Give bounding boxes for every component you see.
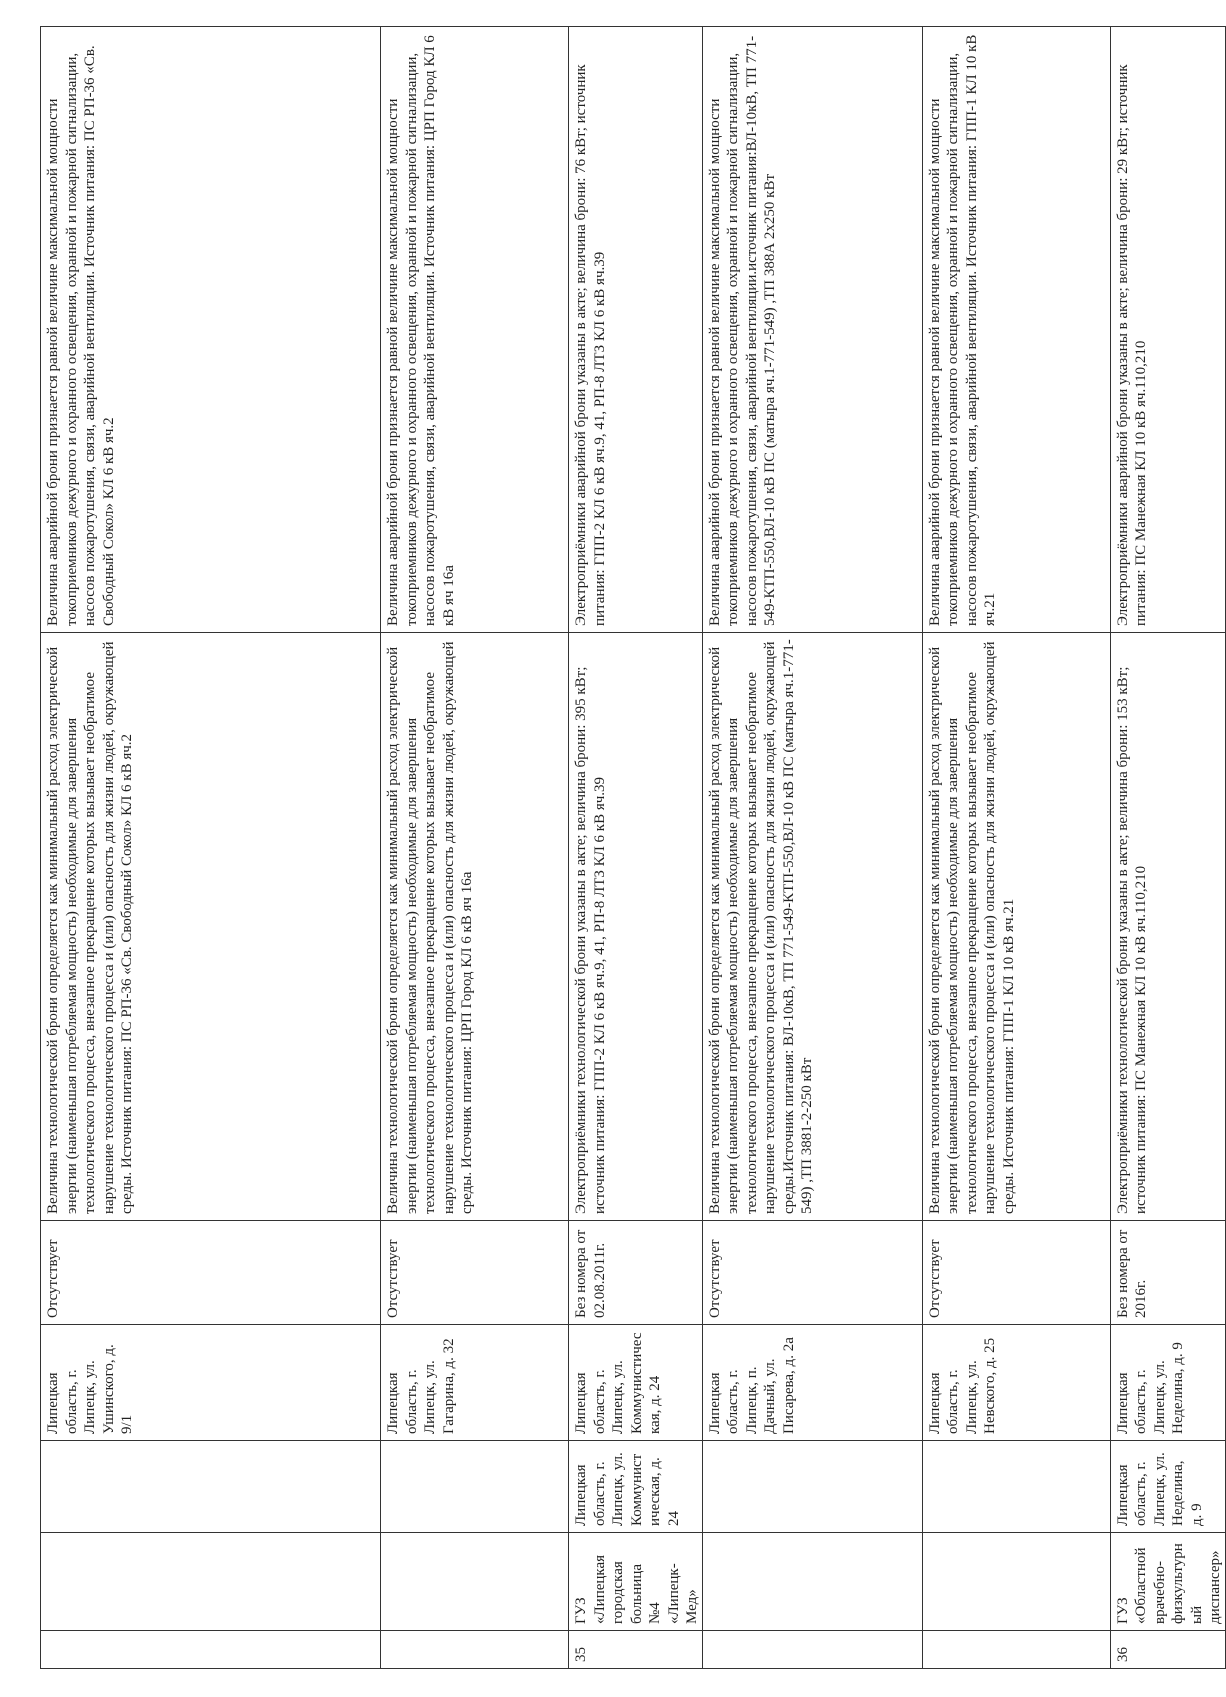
act-cell: Отсутствует — [702, 1221, 922, 1325]
table-row — [702, 27, 922, 1669]
tech-bron-cell: Величина технологической брони определяется как минимальный расход электрической энергии (наименьшая потребляемая мощность) необходимые для завершения технологического процесса, внезапное прекращение которых вызывает необратимое нарушение технологического процесса и (или) опасность для жизни людей, окружающей среды. Источник питания: ЦРП Город КЛ 6 кВ яч 16а — [381, 633, 569, 1221]
object-address-cell: Липецкая область, г. Липецк, п. Дачный, ул. Писарева, д. 2а — [702, 1325, 922, 1441]
tech-bron-cell: Величина технологической брони определяется как минимальный расход электрической энергии (наименьшая потребляемая мощность) необходимые для завершения технологического процесса, внезапное прекращение которых вызывает необратимое нарушение технологического процесса и (или) опасность для жизни людей, окружающей среды. Источник питания: ГПП-1 КЛ 10 кВ яч.21 — [922, 633, 1110, 1221]
org-address-cell — [41, 1441, 381, 1533]
org-address-cell — [922, 1441, 1110, 1533]
avar-bron-cell: Величина аварийной брони признается равной величине максимальной мощности токоприемников дежурного и охранного освещения, охранной и пожарной сигнализации, насосов пожаротушения, связи, аварийной вентиляции. Источник питания: ГПП-1 КЛ 10 кВ яч.21 — [922, 27, 1110, 633]
object-address-cell: Липецкая область, г. Липецк, ул. Коммунистическая, д. 24 — [569, 1325, 703, 1441]
object-address-cell: Липецкая область, г. Липецк, ул. Ушинского, д. 9/1 — [41, 1325, 381, 1441]
object-address-cell: Липецкая область, г. Липецк, ул. Неделина, д. 9 — [1110, 1325, 1225, 1441]
organization-cell — [41, 1533, 381, 1631]
object-address-cell: Липецкая область, г. Липецк, ул. Невского, д. 25 — [922, 1325, 1110, 1441]
organization-cell: ГУЗ «Липецкая городская больница №4 «Липецк-Мед» — [569, 1533, 703, 1631]
org-address-cell: Липецкая область, г. Липецк, ул. Коммунистическая, д. 24 — [569, 1441, 703, 1533]
avar-bron-cell: Электроприёмники аварийной брони указаны в акте; величина брони: 29 кВт; источник питания: ПС Манежная КЛ 10 кВ яч.110,210 — [1110, 27, 1225, 633]
act-cell: Без номера от 2016г. — [1110, 1221, 1225, 1325]
organization-cell: ГУЗ «Областной врачебно-физкультурный диспансер» — [1110, 1533, 1225, 1631]
act-cell: Отсутствует — [41, 1221, 381, 1325]
object-address-cell: Липецкая область, г. Липецк, ул. Гагарина, д. 32 — [381, 1325, 569, 1441]
row-number-cell: 36 — [1110, 1631, 1225, 1669]
avar-bron-cell: Электроприёмники аварийной брони указаны в акте; величина брони: 76 кВт; источник питания: ГПП-2 КЛ 6 кВ яч.9, 41, РП-8 ЛТЗ КЛ 6 кВ яч.39 — [569, 27, 703, 633]
organization-cell — [381, 1533, 569, 1631]
avar-bron-cell: Величина аварийной брони признается равной величине максимальной мощности токоприемников дежурного и охранного освещения, охранной и пожарной сигнализации, насосов пожаротушения, связи, аварийной вентиляции. Источник питания: ПС РП-36 «Св. Свободный Сокол» КЛ 6 кВ яч.2 — [41, 27, 381, 633]
act-cell: Без номера от 02.08.2011г. — [569, 1221, 703, 1325]
avar-bron-cell: Величина аварийной брони признается равной величине максимальной мощности токоприемников дежурного и охранного освещения, охранной и пожарной сигнализации, насосов пожаротушения, связи, аварийной вентиляции.источник питания:ВЛ-10кВ, ТП 771-549-КТП-550,ВЛ-10 кВ ПС (матыра яч.1-771-549) ,ТП 388А 2х250 кВт — [702, 27, 922, 633]
tech-bron-cell: Величина технологической брони определяется как минимальный расход электрической энергии (наименьшая потребляемая мощность) необходимые для завершения технологического процесса, внезапное прекращение которых вызывает необратимое нарушение технологического процесса и (или) опасность для жизни людей, окружающей среды. Источник питания: ПС РП-36 «Св. Свободный Сокол» КЛ 6 кВ яч.2 — [41, 633, 381, 1221]
row-number-cell — [922, 1631, 1110, 1669]
table-row — [381, 27, 569, 1669]
org-address-cell — [702, 1441, 922, 1533]
table-row — [41, 27, 381, 1669]
avar-bron-cell: Величина аварийной брони признается равной величине максимальной мощности токоприемников дежурного и охранного освещения, охранной и пожарной сигнализации, насосов пожаротушения, связи, аварийной вентиляции. Источник питания: ЦРП Город КЛ 6 кВ яч 16а — [381, 27, 569, 633]
org-address-cell — [381, 1441, 569, 1533]
row-number-cell — [41, 1631, 381, 1669]
table-row — [922, 27, 1110, 1669]
row-number-cell: 35 — [569, 1631, 703, 1669]
org-address-cell: Липецкая область, г. Липецк, ул. Неделина, д. 9 — [1110, 1441, 1225, 1533]
table-row — [569, 27, 703, 1669]
tech-bron-cell: Электроприёмники технологической брони указаны в акте; величина брони: 153 кВт; источник питания: ПС Манежная КЛ 10 кВ яч.110,210 — [1110, 633, 1225, 1221]
row-number-cell — [702, 1631, 922, 1669]
act-cell: Отсутствует — [381, 1221, 569, 1325]
table-row — [1110, 27, 1225, 1669]
organization-cell — [922, 1533, 1110, 1631]
tech-bron-cell: Электроприёмники технологической брони указаны в акте; величина брони: 395 кВт; источник питания: ГПП-2 КЛ 6 кВ яч.9, 41, РП-8 ЛТЗ КЛ 6 кВ яч.39 — [569, 633, 703, 1221]
tech-bron-cell — [702, 633, 922, 1221]
organization-cell — [702, 1533, 922, 1631]
data-table — [40, 26, 1226, 1669]
act-cell: Отсутствует — [922, 1221, 1110, 1325]
row-number-cell — [381, 1631, 569, 1669]
tech-bron-text: Величина технологической брони определяется как минимальный расход электрической энергии (наименьшая потребляемая мощность) необходимые для завершения технологического процесса, внезапное прекращение которых вызывает необратимое нарушение технологического процесса и (или) опасность для жизни людей, окружающей среды.Источник питания: ВЛ-10кВ, ТП 771-549-КТП-550,ВЛ-10 кВ ПС (матыра яч.1-771-549) ,ТП 3881-2-250 кВт — [706, 639, 815, 1214]
